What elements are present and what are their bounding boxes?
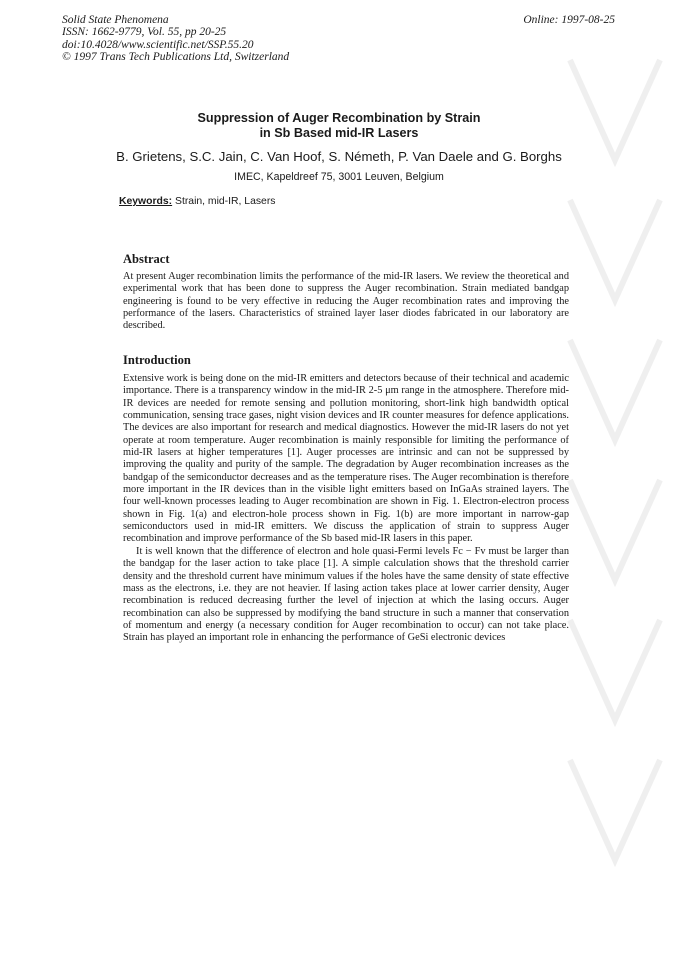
journal-name: Solid State Phenomena (62, 14, 169, 26)
journal-header (62, 14, 392, 64)
title-line-2: in Sb Based mid-IR Lasers (259, 126, 419, 140)
online-date: Online: 1997-08-25 (523, 14, 615, 26)
issn-line: ISSN: 1662-9779, Vol. 55, pp 20-25 (62, 26, 227, 39)
publisher-watermark (560, 40, 670, 900)
intro-paragraph-1: Extensive work is being done on the mid-IR emitters and detectors because of their technical and academic importance. There is a transparency window in the mid-IR 2-5 μm range in the atmosphere. Therefore mid-IR devices are needed for remote sensing and pollution monitoring, short-link high bandwidth optical communication, sensing trace gases, night vision devices and IR counter measures for defence applications. The devices are also important for research and medical diagnostics. However the mid-IR lasers do not yet operate at room temperature. Auger recombination is mainly responsible for limiting the performance of mid-IR lasers at higher temperatures [1]. Auger processes are intrinsic and can not be suppressed by improving the quality and purity of the sample. The degradation by Auger recombination increases as the bandgap of the semiconductor decreases and as the temperature rises. The Auger recombination is therefore more important in the IR devices than in the visible light emitters based on InGaAs strained layers. The four well-known processes leading to Auger recombination are shown in Fig. 1. Electron-electron process shown in Fig. 1(a) and electron-hole process shown in Fig. 1(b) are more important in narrow-gap semiconductors used in mid-IR emitters. We discuss the application of strain to suppress Auger recombination and improve performance of the Sb based mid-IR lasers in this paper. (123, 373, 569, 545)
copyright-line: © 1997 Trans Tech Publications Ltd, Switzerland (62, 51, 290, 64)
paper-title (0, 111, 678, 141)
keywords-values: Strain, mid-IR, Lasers (175, 196, 276, 207)
keywords-label: Keywords: (119, 196, 173, 207)
intro-paragraph-2: It is well known that the difference of electron and hole quasi-Fermi levels Fc − Fv must be larger than the bandgap for the laser action to take place [1]. A simple calculation shows that the threshold carrier density and the threshold current have minimum values if the holes have the same density of state effective mass as the electrons, i.e. they are not heavier. If lasing action takes place at lower carrier density, Auger recombination is reduced decreasing further the level of injection at which the lasing occurs. Auger recombination can also be suppressed by modifying the band structure in such a manner that conservation of momentum and energy (a necessary condition for Auger recombination to occur) can not take place. Strain has played an important role in enhancing the performance of GeSi electronic devices (123, 545, 569, 644)
abstract-paragraph: At present Auger recombination limits the performance of the mid-IR lasers. We review the theoretical and experimental work that has been done to suppress the Auger recombination. Strain mediated bandgap engineering is found to be very effective in reducing the Auger recombination rates and improving the performance of the lasers. Characteristics of strained layer laser diodes fabricated in our laboratory are described. (123, 271, 569, 332)
title-line-1: Suppression of Auger Recombination by Strain (197, 111, 481, 125)
abstract-body (123, 271, 569, 333)
keywords-line (119, 195, 276, 208)
affiliation: IMEC, Kapeldreef 75, 3001 Leuven, Belgium (234, 171, 444, 183)
author-list: B. Grietens, S.C. Jain, C. Van Hoof, S. Németh, P. Van Daele and G. Borghs (116, 149, 562, 164)
doi-line: doi:10.4028/www.scientific.net/SSP.55.20 (62, 38, 254, 51)
introduction-body (123, 373, 569, 645)
abstract-heading: Abstract (123, 252, 170, 266)
introduction-heading: Introduction (123, 353, 191, 367)
